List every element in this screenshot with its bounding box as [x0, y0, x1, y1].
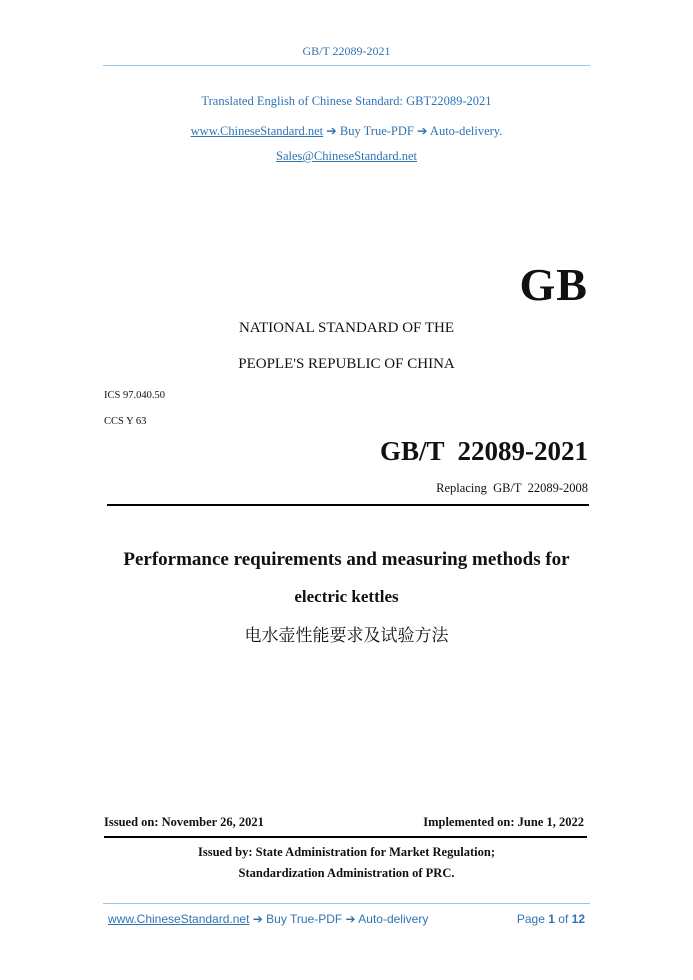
footer-site-link[interactable]: www.ChineseStandard.net [108, 912, 250, 926]
footer-auto-text: Auto-delivery [358, 912, 429, 926]
arrow-icon: ➔ [417, 124, 428, 138]
page-header: GB/T 22089-2021 [302, 44, 391, 58]
footer-buy-text: Buy True-PDF [266, 912, 343, 926]
translation-note: Translated English of Chinese Standard: GBT22089-2021 [201, 94, 492, 108]
national-standard-line2: PEOPLE'S REPUBLIC OF CHINA [238, 356, 455, 372]
gb-logo: GB [519, 259, 588, 310]
arrow-icon: ➔ [252, 912, 263, 926]
auto-delivery-text: Auto-delivery. [429, 124, 503, 138]
purchase-line [0, 123, 693, 139]
implemented-on: Implemented on: June 1, 2022 [423, 815, 584, 829]
issued-by-line2: Standardization Administration of PRC. [238, 866, 455, 880]
site-link[interactable]: www.ChineseStandard.net [190, 124, 324, 138]
national-standard-line1: NATIONAL STANDARD OF THE [238, 320, 455, 336]
page-indicator [517, 912, 585, 926]
dates-divider [104, 836, 587, 838]
buy-text: Buy True-PDF [339, 124, 414, 138]
ics-code: ICS 97.040.50 [104, 390, 165, 401]
title-line1: Performance requirements and measuring methods for [123, 549, 570, 570]
title-line2: electric kettles [294, 587, 399, 606]
footer-purchase [108, 912, 428, 926]
page-number: 1 [548, 912, 555, 926]
arrow-icon: ➔ [345, 912, 356, 926]
email-link[interactable]: Sales@ChineseStandard.net [276, 149, 417, 163]
issued-on: Issued on: November 26, 2021 [104, 815, 264, 829]
replacing-note: Replacing GB/T 22089-2008 [436, 481, 588, 495]
footer-divider [103, 903, 590, 904]
title-divider [107, 504, 589, 506]
header-divider [103, 65, 590, 66]
arrow-icon: ➔ [326, 124, 337, 138]
ccs-code: CCS Y 63 [104, 416, 147, 427]
standard-number: GB/T 22089-2021 [379, 436, 588, 466]
page-total: 12 [571, 912, 585, 926]
issued-by-line1: Issued by: State Administration for Market Regulation; [198, 845, 495, 859]
page-word: Page [516, 912, 545, 926]
email-line [0, 149, 693, 164]
title-chinese: 电水壶性能要求及试验方法 [244, 626, 449, 646]
of-word: of [558, 912, 569, 926]
